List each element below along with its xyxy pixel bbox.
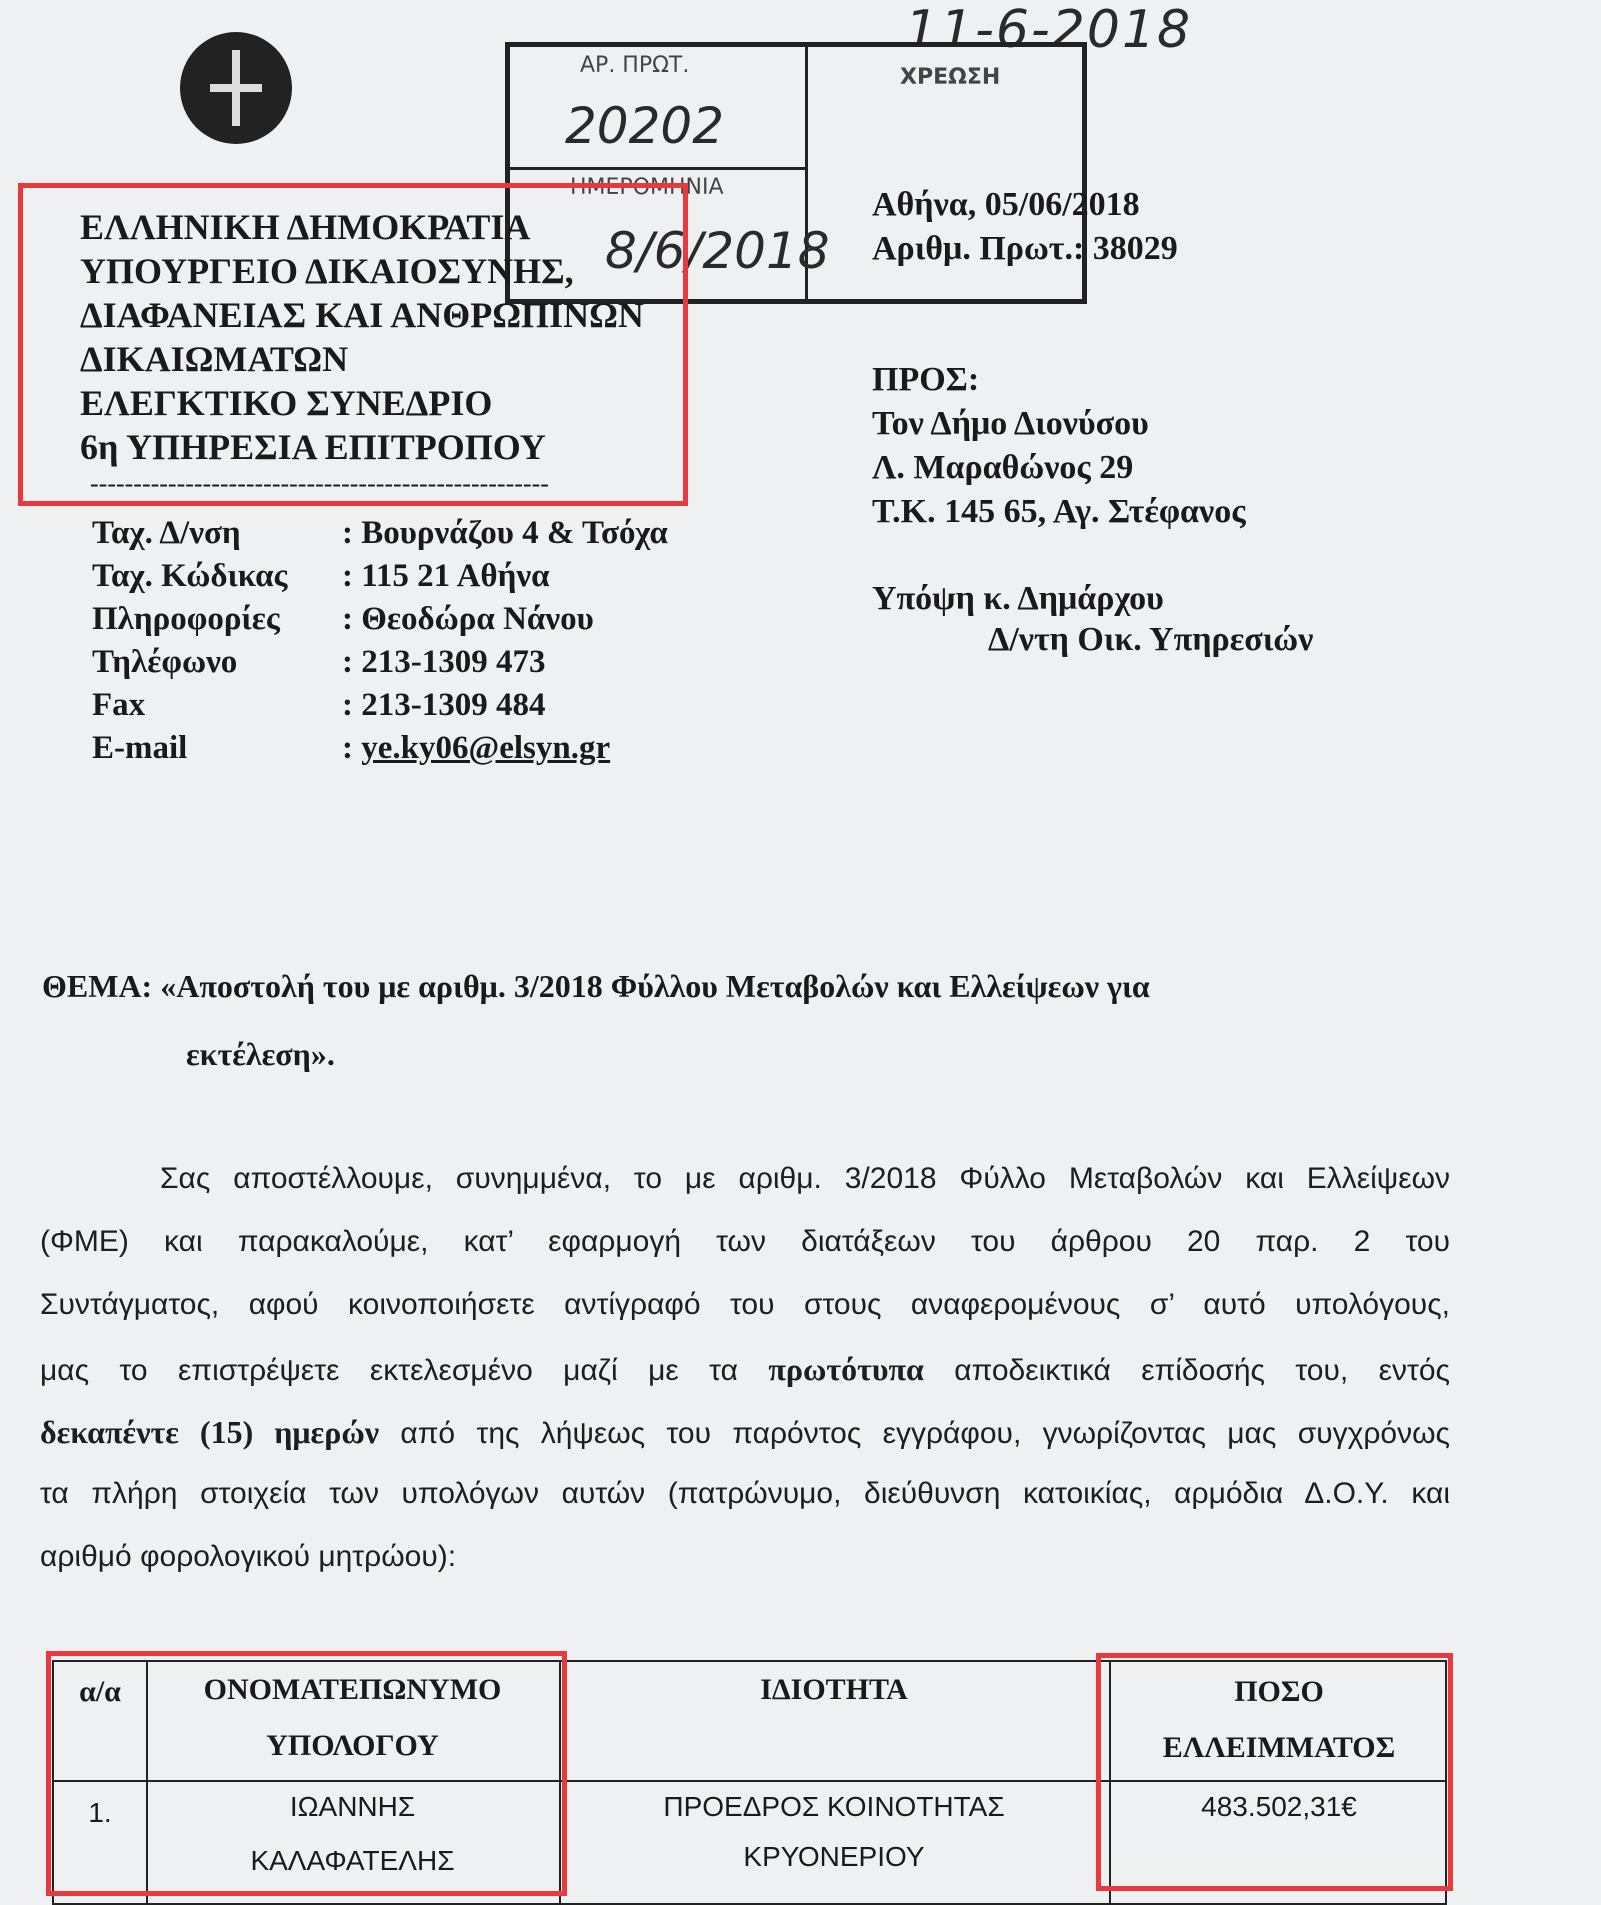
subject-line-1 xyxy=(42,968,1150,1005)
table-header-capacity: ΙΔΙΟΤΗΤΑ xyxy=(760,1673,908,1706)
body-line: αριθμό φορολογικού μητρώου): xyxy=(40,1540,457,1573)
body-text: μας το επιστρέψετε εκτελεσμένο μαζί με τα xyxy=(40,1354,769,1387)
table-cell-aa: 1. xyxy=(88,1797,112,1828)
table-header-amount-1: ΠΟΣΟ xyxy=(1234,1675,1324,1708)
table-header-name-1: ΟΝΟΜΑΤΕΠΩΝΥΜΟ xyxy=(203,1673,502,1706)
email-link[interactable]: ye.ky06@elsyn.gr xyxy=(361,730,611,766)
email-prefix: : xyxy=(342,730,362,766)
protocol-number: Αριθμ. Πρωτ.: 38029 xyxy=(872,230,1178,267)
header-line: ΕΛΛΗΝΙΚΗ ΔΗΜΟΚΡΑΤΙΑ xyxy=(80,207,531,247)
table-header-aa: α/α xyxy=(79,1675,121,1708)
highlight-box-name xyxy=(46,1651,567,1896)
stamp-number-handwritten: 20202 xyxy=(565,97,725,155)
highlight-box-issuer xyxy=(18,183,688,506)
table-header-amount-2: ΕΛΛΕΙΜΜΑΤΟΣ xyxy=(1162,1731,1396,1764)
header-line: ΕΛΕΓΚΤΙΚΟ ΣΥΝΕΔΡΙΟ xyxy=(80,383,493,423)
table-cell-name-2: ΚΑΛΑΦΑΤΕΛΗΣ xyxy=(250,1845,455,1876)
contact-label: E-mail xyxy=(92,730,188,766)
recipient-block xyxy=(872,358,1246,534)
subject-line-2: εκτέλεση». xyxy=(186,1036,335,1072)
header-line: ΥΠΟΥΡΓΕΙΟ ΔΙΚΑΙΟΣΥΝΗΣ, xyxy=(80,251,574,291)
contact-value xyxy=(342,727,610,770)
contact-label: Ταχ. Δ/νση xyxy=(92,515,241,551)
body-line: Σας αποστέλλουμε, συνημμένα, το με αριθμ. 3/2018 Φύλλο Μεταβολών και Ελλείψεων xyxy=(160,1162,1450,1195)
contact-label: Πληροφορίες xyxy=(92,601,280,637)
table-header-name-2: ΥΠΟΛΟΓΟΥ xyxy=(266,1729,439,1762)
contact-value: : Θεοδώρα Νάνου xyxy=(342,601,594,637)
header-line: ΔΙΚΑΙΩΜΑΤΩΝ xyxy=(80,339,349,379)
table-cell-capacity-1: ΠΡΟΕΔΡΟΣ ΚΟΙΝΟΤΗΤΑΣ xyxy=(663,1791,1005,1822)
place-date: Αθήνα, 05/06/2018 xyxy=(872,186,1140,223)
table-cell-name-1: ΙΩΑΝΝΗΣ xyxy=(289,1791,416,1822)
table-cell-amount: 483.502,31€ xyxy=(1201,1791,1357,1822)
recipient-line: Τον Δήμο Διονύσου xyxy=(872,405,1149,442)
attention-finance-director: Δ/ντη Οικ. Υπηρεσιών xyxy=(988,621,1314,658)
body-text: αποδεικτικά επίδοσής του, εντός xyxy=(923,1354,1450,1387)
header-separator: ----------------------------------------------------- xyxy=(90,469,549,498)
contact-label: Fax xyxy=(92,687,146,723)
header-line: 6η ΥΠΗΡΕΣΙΑ ΕΠΙΤΡΟΠΟΥ xyxy=(80,427,546,467)
table-cell-capacity-2: ΚΡΥΟΝΕΡΙΟΥ xyxy=(743,1841,925,1872)
body-text: από της λήψεως του παρόντος εγγράφου, γνωρίζοντας μας συγχρόνως xyxy=(379,1417,1450,1450)
contact-label: Ταχ. Κώδικας xyxy=(92,558,288,594)
subject-label: ΘΕΜΑ: xyxy=(42,968,153,1004)
highlight-box-amount xyxy=(1096,1653,1453,1891)
recipient-line: Τ.Κ. 145 65, Αγ. Στέφανος xyxy=(872,493,1246,530)
body-line: (ΦΜΕ) και παρακαλούμε, κατ’ εφαρμογή των διατάξεων του άρθρου 20 παρ. 2 του xyxy=(40,1225,1450,1258)
contact-block xyxy=(92,512,742,772)
contact-value: : 213-1309 473 xyxy=(342,644,546,680)
emblem-logo xyxy=(180,32,292,144)
body-bold-text: πρωτότυπα xyxy=(768,1351,924,1387)
contact-value: : Βουρνάζου 4 & Τσόχα xyxy=(342,515,668,551)
body-line: τα πλήρη στοιχεία των υπολόγων αυτών (πατρώνυμο, διεύθυνση κατοικίας, αρμόδια Δ.Ο.Υ. και xyxy=(40,1477,1450,1510)
subject-text: «Αποστολή του με αριθμ. 3/2018 Φύλλου Μεταβολών και Ελλείψεων για xyxy=(160,968,1150,1004)
handwritten-date-top: 11-6-2018 xyxy=(905,0,1193,60)
body-line: Συντάγματος, αφού κοινοποιήσετε αντίγραφό του στους αναφερομένους σ’ αυτό υπολόγους, xyxy=(40,1288,1450,1321)
contact-label: Τηλέφωνο xyxy=(92,644,238,680)
stamp-date-handwritten: 8/6/2018 xyxy=(605,222,830,280)
body-line xyxy=(40,1351,1450,1391)
contact-value: : 213-1309 484 xyxy=(342,687,546,723)
recipient-line: Λ. Μαραθώνος 29 xyxy=(872,449,1134,486)
contact-value: : 115 21 Αθήνα xyxy=(342,558,550,594)
body-bold-text: δεκαπέντε (15) ημερών xyxy=(40,1414,380,1450)
stamp-assignment-label: ΧΡΕΩΣΗ xyxy=(900,65,1001,90)
stamp-number-label: ΑΡ. ΠΡΩΤ. xyxy=(580,53,690,78)
attention-mayor: Υπόψη κ. Δημάρχου xyxy=(872,580,1164,617)
header-line: ΔΙΑΦΑΝΕΙΑΣ ΚΑΙ ΑΝΘΡΩΠΙΝΩΝ xyxy=(80,295,644,335)
recipient-line: ΠΡΟΣ: xyxy=(872,361,980,398)
stamp-date-label: ΗΜΕΡΟΜΗΝΙΑ xyxy=(570,175,724,200)
body-line xyxy=(40,1414,1450,1454)
